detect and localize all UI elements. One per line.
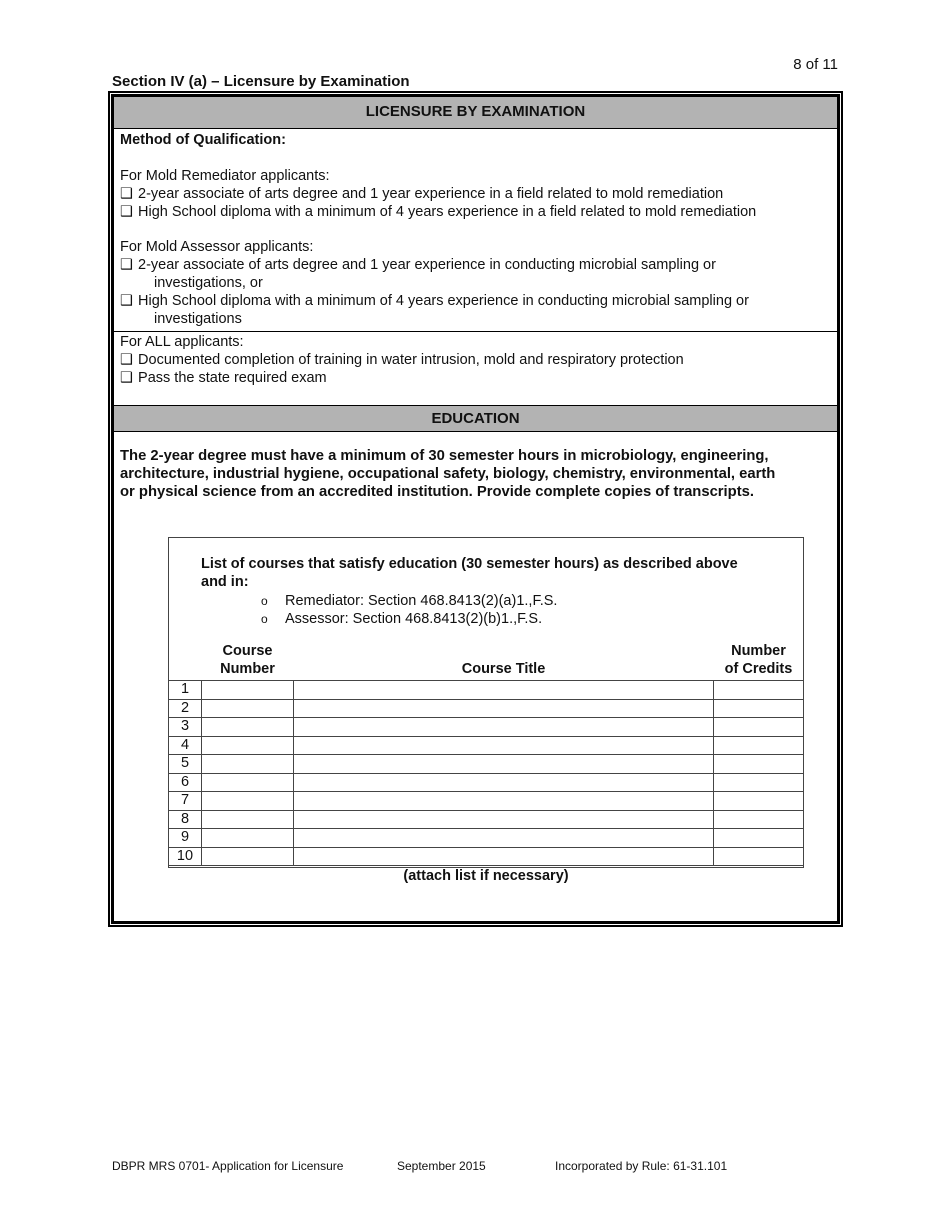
checkbox-icon[interactable]: ❑ [120, 204, 133, 220]
remediator-option-1[interactable]: ❑ 2-year associate of arts degree and 1 year experience in a field related to mold remediation [120, 186, 724, 202]
credits-cell[interactable] [714, 810, 804, 829]
row-number: 4 [169, 736, 202, 755]
assessor-section [120, 238, 831, 328]
method-label: Method of Qualification: [120, 132, 286, 148]
course-number-cell[interactable] [202, 699, 294, 718]
col-credits: Number of Credits [724, 643, 793, 677]
checkbox-icon[interactable]: ❑ [120, 257, 133, 273]
remediator-intro: For Mold Remediator applicants: [120, 168, 330, 184]
table-row [169, 847, 804, 866]
row-number: 5 [169, 755, 202, 774]
course-title-cell[interactable] [294, 792, 714, 811]
statute-remediator: o Remediator: Section 468.8413(2)(a)1.,F.S. [261, 593, 558, 609]
table-row [169, 718, 804, 737]
course-title-cell[interactable] [294, 736, 714, 755]
course-number-cell[interactable] [202, 773, 294, 792]
remediator-option-2[interactable]: ❑ High School diploma with a minimum of 4 years experience in a field related to mold remediation [120, 204, 757, 220]
credits-cell[interactable] [714, 736, 804, 755]
course-number-cell[interactable] [202, 718, 294, 737]
credits-cell[interactable] [714, 681, 804, 700]
credits-cell[interactable] [714, 847, 804, 866]
course-title-cell[interactable] [294, 810, 714, 829]
course-table [168, 642, 804, 866]
checkbox-icon[interactable]: ❑ [120, 370, 133, 386]
education-header: EDUCATION [114, 405, 837, 432]
licensure-header: LICENSURE BY EXAMINATION [114, 97, 837, 129]
table-row [169, 699, 804, 718]
checkbox-icon[interactable]: ❑ [120, 352, 133, 368]
table-row [169, 736, 804, 755]
checkbox-icon[interactable]: ❑ [120, 186, 133, 202]
assessor-intro: For Mold Assessor applicants: [120, 239, 314, 255]
footer-date: September 2015 [397, 1159, 486, 1173]
education-requirement: The 2-year degree must have a minimum of 30 semester hours in microbiology, engineering, architecture, industrial hygiene, occupational safety, biology, chemistry, environmental, earth or physical science from an accredited institution. Provide complete copies of transcripts. [120, 448, 776, 500]
course-title-cell[interactable] [294, 718, 714, 737]
course-list-intro: List of courses that satisfy education (30 semester hours) as described above and in: [201, 556, 738, 590]
course-number-cell[interactable] [202, 755, 294, 774]
assessor-option-2[interactable]: ❑ High School diploma with a minimum of 4 years experience in conducting microbial sampling or investigations [120, 293, 749, 327]
checkbox-icon[interactable]: ❑ [120, 293, 133, 309]
course-number-cell[interactable] [202, 681, 294, 700]
section-title: Section IV (a) – Licensure by Examination [112, 73, 410, 90]
all-applicants-section [120, 333, 831, 387]
table-row [169, 773, 804, 792]
row-number: 7 [169, 792, 202, 811]
bullet-icon: o [261, 612, 268, 626]
course-number-cell[interactable] [202, 792, 294, 811]
row-number: 9 [169, 829, 202, 848]
credits-cell[interactable] [714, 755, 804, 774]
row-number: 10 [169, 847, 202, 866]
course-number-cell[interactable] [202, 847, 294, 866]
course-title-cell[interactable] [294, 755, 714, 774]
course-title-cell[interactable] [294, 699, 714, 718]
table-row [169, 755, 804, 774]
col-course-number: Course Number [220, 643, 275, 677]
row-number: 6 [169, 773, 202, 792]
footer-rule: Incorporated by Rule: 61-31.101 [555, 1159, 728, 1173]
credits-cell[interactable] [714, 699, 804, 718]
all-option-2[interactable]: ❑ Pass the state required exam [120, 370, 327, 386]
table-row [169, 829, 804, 848]
col-course-title: Course Title [461, 661, 546, 677]
divider [114, 331, 837, 332]
statute-assessor: o Assessor: Section 468.8413(2)(b)1.,F.S. [261, 611, 543, 627]
course-number-cell[interactable] [202, 810, 294, 829]
footer-form: DBPR MRS 0701- Application for Licensure [112, 1159, 344, 1173]
assessor-option-1[interactable]: ❑ 2-year associate of arts degree and 1 year experience in conducting microbial sampling or investigations, or [120, 257, 716, 291]
credits-cell[interactable] [714, 718, 804, 737]
col-row-number [169, 642, 202, 681]
credits-cell[interactable] [714, 773, 804, 792]
course-title-cell[interactable] [294, 681, 714, 700]
remediator-section [120, 167, 831, 221]
course-number-cell[interactable] [202, 829, 294, 848]
course-number-cell[interactable] [202, 736, 294, 755]
course-title-cell[interactable] [294, 829, 714, 848]
statute-list [261, 592, 557, 628]
page-number: 8 of 11 [793, 56, 838, 73]
row-number: 1 [169, 681, 202, 700]
all-option-1[interactable]: ❑ Documented completion of training in water intrusion, mold and respiratory protection [120, 352, 684, 368]
attach-note: (attach list if necessary) [403, 868, 569, 884]
row-number: 8 [169, 810, 202, 829]
table-row [169, 810, 804, 829]
bullet-icon: o [261, 594, 268, 608]
licensure-form-box [108, 91, 843, 927]
table-row [169, 681, 804, 700]
course-title-cell[interactable] [294, 847, 714, 866]
table-row [169, 792, 804, 811]
row-number: 2 [169, 699, 202, 718]
credits-cell[interactable] [714, 829, 804, 848]
all-intro: For ALL applicants: [120, 334, 244, 350]
credits-cell[interactable] [714, 792, 804, 811]
row-number: 3 [169, 718, 202, 737]
course-list-box [168, 537, 804, 884]
course-title-cell[interactable] [294, 773, 714, 792]
